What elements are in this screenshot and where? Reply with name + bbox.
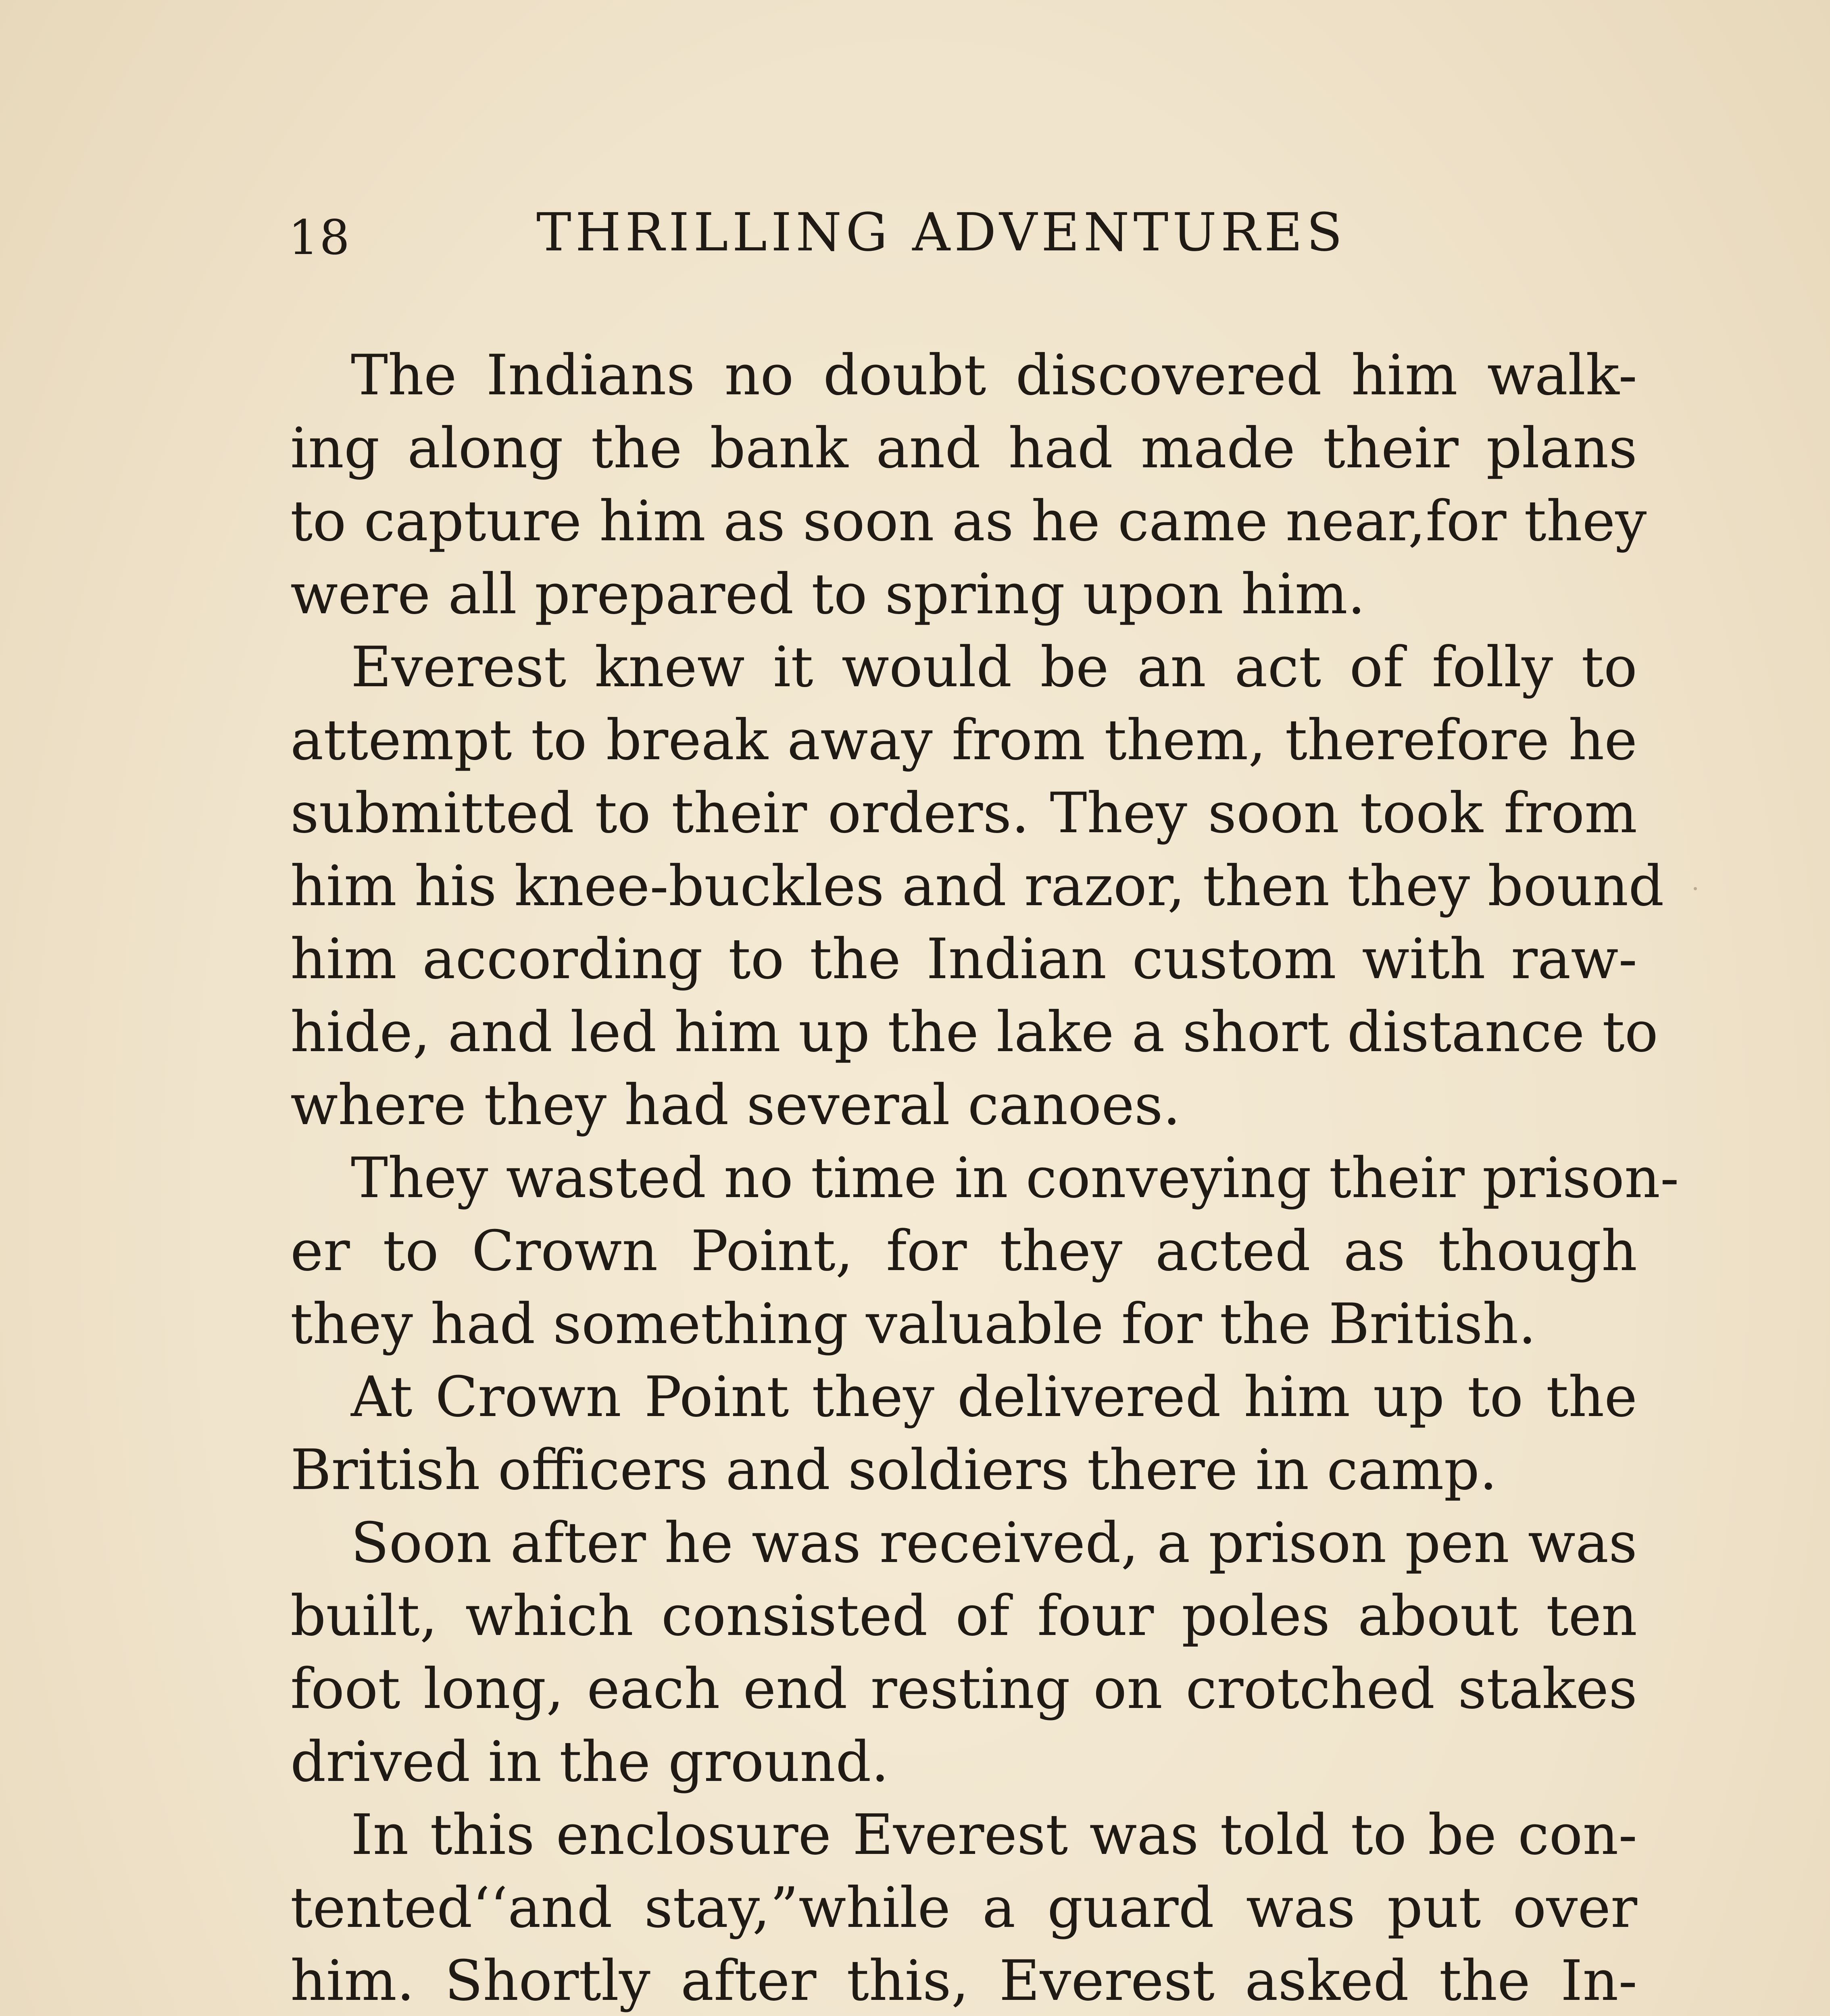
text-line: British officers and soldiers there in camp. <box>290 1437 1497 1502</box>
text-line: attempt to break away from them, therefore he <box>290 708 1637 773</box>
text-line: They wasted no time in conveying their prison- <box>351 1145 1679 1210</box>
text-line: At Crown Point they delivered him up to the <box>351 1364 1637 1429</box>
text-line: drived in the ground. <box>290 1729 889 1794</box>
text-line: foot long, each end resting on crotched stakes <box>290 1656 1637 1721</box>
text-line: to capture him as soon as he came near,for they <box>290 489 1647 554</box>
text-line: hide, and led him up the lake a short distance to <box>290 1000 1658 1064</box>
text-line: Soon after he was received, a prison pen was <box>351 1510 1637 1575</box>
text-line: they had something valuable for the British. <box>290 1291 1536 1356</box>
text-line: ing along the bank and had made their plans <box>290 416 1637 481</box>
paper-speck <box>1694 887 1697 890</box>
page-number: 18 <box>288 210 351 265</box>
running-title: THRILLING ADVENTURES <box>536 202 1346 263</box>
text-line: submitted to their orders. They soon took from <box>290 781 1637 846</box>
text-line: er to Crown Point, for they acted as though <box>290 1218 1637 1283</box>
text-line: Everest knew it would be an act of folly to <box>351 635 1637 700</box>
paragraph <box>290 1360 1637 1506</box>
body-text <box>290 339 1679 2016</box>
paragraph <box>290 1141 1679 1360</box>
text-line: In this enclosure Everest was told to be con- <box>351 1802 1637 1867</box>
text-line: him his knee-buckles and razor, then they bound <box>290 854 1664 918</box>
paragraph <box>290 631 1664 1141</box>
text-line: built, which consisted of four poles about ten <box>290 1583 1637 1648</box>
page-header <box>288 202 1393 282</box>
paragraph <box>290 339 1647 631</box>
text-line: him according to the Indian custom with raw- <box>290 927 1637 991</box>
text-line: tented‘‘and stay,”while a guard was put over <box>290 1875 1637 1940</box>
paragraph <box>290 1506 1637 1798</box>
text-line: The Indians no doubt discovered him walk- <box>351 343 1637 408</box>
text-line: where they had several canoes. <box>290 1073 1181 1137</box>
text-line: him. Shortly after this, Everest asked the In- <box>290 1948 1637 2013</box>
paragraph <box>290 1798 1637 2016</box>
text-line: were all prepared to spring upon him. <box>290 562 1365 627</box>
